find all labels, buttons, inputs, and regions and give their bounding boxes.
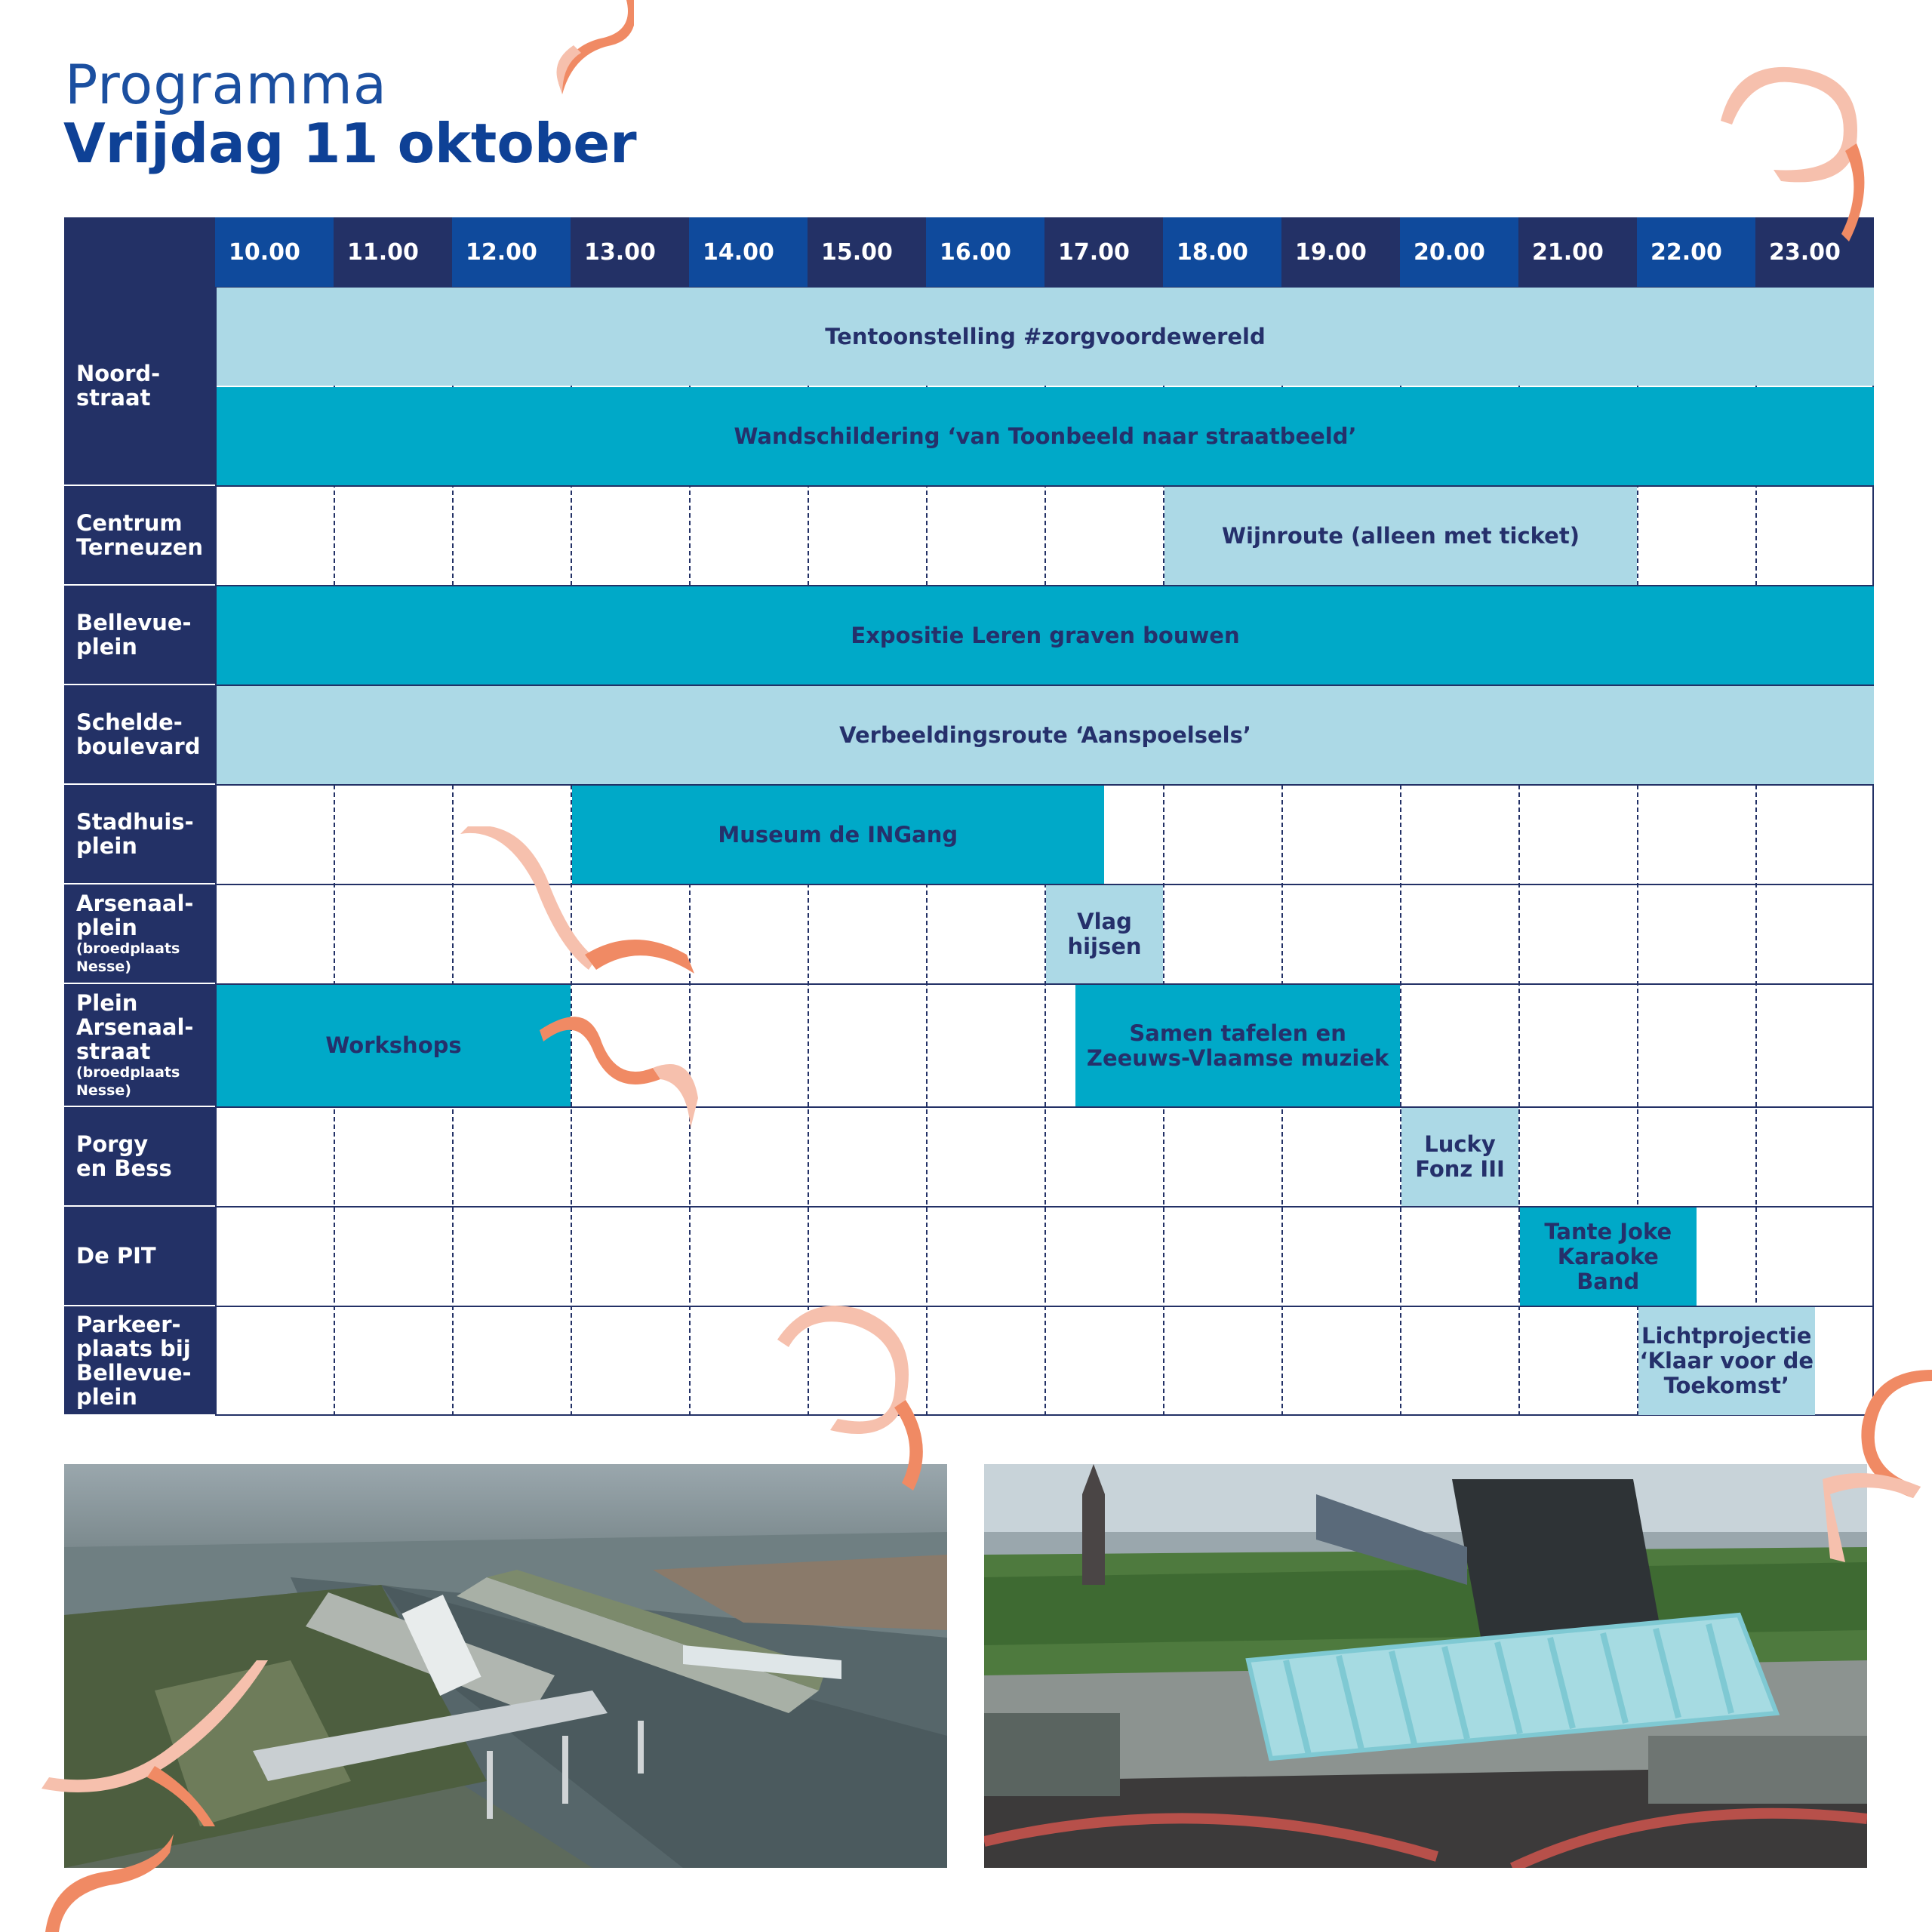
page-title-line1: Programma [65,53,388,116]
location-subtitle: (broedplaats Nesse) [76,940,180,975]
hour-header-1800: 18.00 [1163,217,1281,287]
ribbon-decoration-bottom-left [42,1660,275,1826]
event-block[interactable] [217,387,1874,485]
bridge-illustration [984,1464,1867,1868]
hour-header-1200: 12.00 [452,217,571,287]
hour-header-1900: 19.00 [1281,217,1400,287]
hour-header-1100: 11.00 [334,217,452,287]
ribbon-decoration-middle [460,826,702,977]
event-label: Tante Joke Karaoke Band [1544,1218,1672,1294]
event-label: Wandschildering ‘van Toonbeeld naar straatbeeld’ [734,423,1357,449]
hour-header-2300: 23.00 [1755,217,1874,287]
location-label [64,1207,215,1305]
event-block[interactable] [1401,1108,1518,1206]
location-subtitle: (broedplaats Nesse) [76,1063,180,1099]
row-divider [215,1306,1874,1307]
event-label: Vlag hijsen [1067,909,1142,959]
event-block[interactable] [217,686,1874,784]
location-label [64,287,215,485]
event-label: Verbeeldingsroute ‘Aanspoelsels’ [839,721,1251,748]
event-label: Lucky Fonz III [1415,1131,1505,1182]
hour-header-1300: 13.00 [571,217,689,287]
hour-header-1700: 17.00 [1044,217,1163,287]
location-name: Schelde- boulevard [76,709,201,759]
hour-header-2000: 20.00 [1400,217,1518,287]
location-name: De PIT [76,1243,156,1269]
ribbon-decoration-top [543,0,634,106]
event-label: Expositie Leren graven bouwen [851,622,1240,648]
page-title-line2: Vrijdag 11 oktober [63,112,637,175]
ribbon-decoration-top-right [1713,60,1894,249]
location-name: Porgy en Bess [76,1131,172,1181]
location-name: Parkeer- plaats bij Bellevue- plein [76,1311,192,1410]
event-label: Tentoonstelling #zorgvoordewereld [825,323,1266,349]
hour-header-1600: 16.00 [926,217,1044,287]
event-block[interactable] [1075,985,1400,1106]
location-name: Centrum Terneuzen [76,510,204,560]
ribbon-decoration-center [540,1008,698,1132]
location-label [64,486,215,584]
event-block[interactable] [1638,1307,1815,1415]
photo-bridge [984,1464,1867,1868]
ribbon-decoration-right [1815,1366,1932,1562]
ribbon-decoration-corner [45,1834,174,1932]
location-label [64,785,215,883]
location-name: Stadhuis- plein [76,809,194,859]
hour-header-1400: 14.00 [689,217,808,287]
row-divider [215,1106,1874,1108]
location-label [64,1306,215,1414]
location-name: Plein Arsenaal- straat (broedplaats Nesse) [76,989,194,1099]
event-block[interactable] [1520,1208,1697,1306]
location-label [64,1107,215,1205]
location-label [64,685,215,783]
hour-header-1500: 15.00 [808,217,926,287]
event-label: Museum de INGang [718,821,958,848]
event-block[interactable] [217,586,1874,685]
event-label: Workshops [325,1032,462,1058]
event-block[interactable] [217,288,1874,386]
event-label: Wijnroute (alleen met ticket) [1222,522,1580,549]
event-block[interactable] [217,985,571,1106]
ribbon-decoration-bottom-center [762,1294,951,1491]
hour-header-2200: 22.00 [1637,217,1755,287]
event-label: Samen tafelen en Zeeuws-Vlaamse muziek [1086,1020,1389,1071]
location-name: Noord- straat [76,361,161,411]
header-corner [64,217,215,287]
location-name: Arsenaal- plein (broedplaats Nesse) [76,891,194,975]
hour-header-2100: 21.00 [1518,217,1637,287]
location-label [64,984,215,1106]
location-name: Bellevue- plein [76,610,192,660]
event-block[interactable] [1164,487,1637,585]
event-block[interactable] [1046,885,1163,983]
location-label [64,884,215,983]
hour-header-1000: 10.00 [215,217,334,287]
location-label [64,586,215,684]
event-label: Lichtprojectie ‘Klaar voor de Toekomst’ [1639,1323,1814,1398]
